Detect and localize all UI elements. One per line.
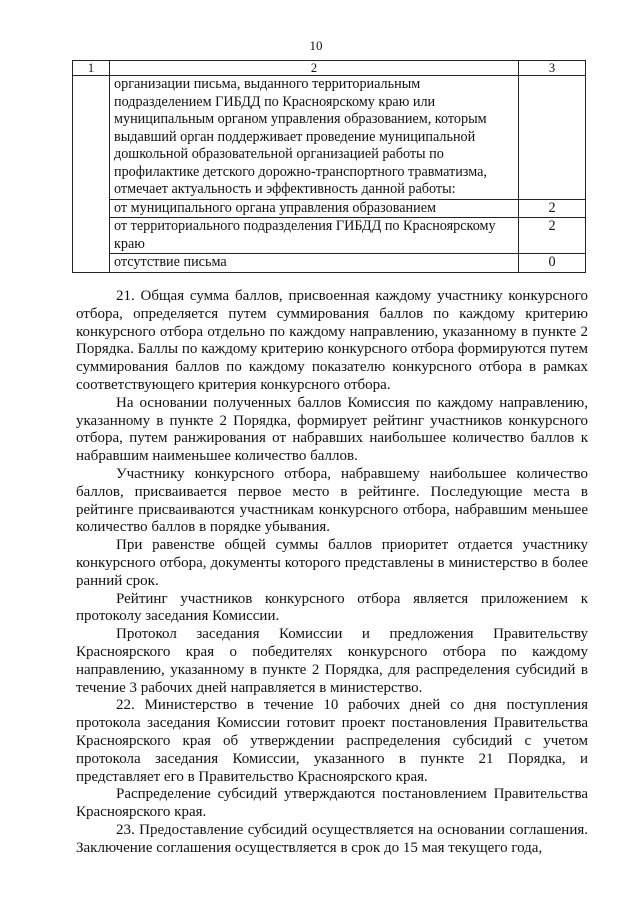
table-cell-criterion: от муниципального органа управления образованием [110,199,519,218]
table-header-cell: 2 [110,61,519,76]
table-cell-intro: организации письма, выданного территориальным подразделением ГИБДД по Красноярскому краю или муниципальным органом управления образованием, которым выдавший орган поддерживает проведение муниципальной дошкольной образовательной организацией работы по профилактике детского дорожно-транспортного травматизма, отмечает актуальность и эффективность данной работы: [110,76,519,200]
paragraph: Участнику конкурсного отбора, набравшему наибольшее количество баллов, присваивается первое место в рейтинге. Последующие места в рейтинге присваиваются участникам конкурсного отбора, набравшим меньшее количество баллов в порядке убывания. [76,465,588,536]
table-cell-criterion: отсутствие письма [110,254,519,273]
paragraph: На основании полученных баллов Комиссия по каждому направлению, указанному в пункте 2 Порядка, формирует рейтинг участников конкурсного отбора, путем ранжирования от набравших наибольшее количество баллов к набравшим наименьшее количество баллов. [76,394,588,465]
table-row [73,254,586,273]
table-row [73,76,586,200]
page-number: 10 [309,38,323,53]
paragraph: 21. Общая сумма баллов, присвоенная каждому участнику конкурсного отбора, определяется путем суммирования баллов по каждому критерию конкурсного отбора отдельно по каждому направлению, указанному в пункте 2 Порядка. Баллы по каждому критерию конкурсного отбора формируются путем суммирования баллов по каждому показателю конкурсного отбора в рамках соответствующего критерия конкурсного отбора. [76,288,588,393]
table-cell-score: 2 [519,199,586,218]
paragraph: Протокол заседания Комиссии и предложения Правительству Красноярского края о победителях конкурсного отбора по каждому направлению, указанному в пункте 2 Порядка, для распределения субсидий в течение 3 рабочих дней направляется в министерство. [76,626,588,696]
table-header-cell: 1 [73,61,110,76]
paragraph: 23. Предоставление субсидий осуществляется на основании соглашения. Заключение соглашения осуществляется в срок до 15 мая текущего года, [76,821,588,856]
paragraph: 22. Министерство в течение 10 рабочих дней со дня поступления протокола заседания Комиссии готовит проект постановления Правительства Красноярского края об утверждении распределения субсидий с учетом протокола заседания Комиссии, указанного в пункте 21 Порядка, и представляет его в Правительство Красноярского края. [76,697,588,785]
paragraph: Рейтинг участников конкурсного отбора является приложением к протоколу заседания Комиссии. [76,590,588,625]
table-header-cell: 3 [519,61,586,76]
paragraph: Распределение субсидий утверждаются постановлением Правительства Красноярского края. [76,786,588,821]
table-header-row [73,61,586,76]
table-cell-score: 0 [519,254,586,273]
table-row [73,218,586,254]
body-text [76,288,588,858]
criteria-table [72,60,586,273]
paragraph: При равенстве общей суммы баллов приоритет отдается участнику конкурсного отбора, документы которого представлены в министерство в более ранний срок. [76,537,588,589]
table-row [73,199,586,218]
table-cell-criterion: от территориального подразделения ГИБДД по Красноярскому краю [110,218,519,254]
table-cell-score: 2 [519,218,586,254]
